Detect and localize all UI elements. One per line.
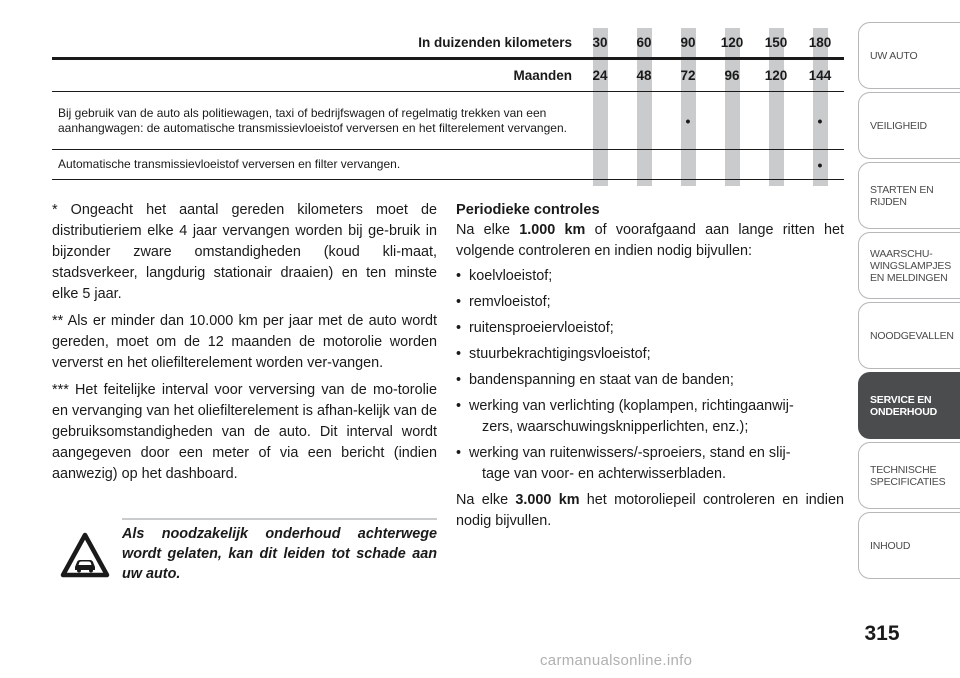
list-item-text: koelvloeistof; [469,268,553,284]
list-item [456,443,844,485]
maintenance-table [52,28,844,180]
row-mark [710,113,754,129]
row-mark [754,157,798,173]
row-mark: • [817,156,823,173]
list-item-text: ruitensproeiervloeistof; [469,320,614,336]
outro-distance: 3.000 km [515,492,580,508]
header-row-km [52,28,844,60]
row-mark [622,113,666,129]
tab-waarschu[interactable] [858,232,960,299]
tab-label: UW AUTO [870,49,918,62]
list-item [456,344,844,365]
header-month-value: 48 [636,68,652,83]
list-item [456,370,844,391]
tab-inhoud[interactable] [858,512,960,579]
check-list [456,266,844,485]
intro-pre: Na elke [456,222,520,238]
header-month-value: 120 [764,68,788,83]
list-item [456,318,844,339]
intro-distance: 1.000 km [519,222,586,238]
header-month-value: 96 [724,68,740,83]
tab-technische[interactable] [858,442,960,509]
outro-post: het motoroliepeil controleren en indien nodig bijvullen. [456,492,844,529]
list-item-text: stuurbekrachtigingsvloeistof; [469,346,651,362]
tab-label: STARTEN EN RIJDEN [870,183,934,208]
tab-label: VEILIGHEID [870,119,927,132]
periodic-checks [456,200,844,536]
header-km-values [578,35,844,50]
footnote-1: * Ongeacht het aantal gereden kilometers moet de distributieriem elke 4 jaar vervangen worden bij ge-bruik in bijzonder zware omstandigheden (koud kli-maat, stadsverkeer, langdurig stationair draaien) en ten minste elke 5 jaar. [52,202,437,302]
tab-starten-en[interactable] [858,162,960,229]
table-row [52,150,844,180]
section-title: Periodieke controles [456,202,600,218]
row-mark [754,113,798,129]
row-description: Automatische transmissievloeistof verversen en filter vervangen. [58,157,401,171]
outro-pre: Na elke [456,492,516,508]
footnote-2: ** Als er minder dan 10.000 km per jaar met de auto wordt gereden, moet om de 12 maanden de motorolie worden ververst en het oliefilterelement worden ver-vangen. [52,313,437,371]
watermark: carmanualsonline.info [540,652,693,669]
list-item-continuation: zers, waarschuwingsknipperlichten, enz.); [482,419,749,435]
tab-label: TECHNISCHE SPECIFICATIES [870,463,946,488]
warning-text: Als noodzakelijk onderhoud achterwege wordt gelaten, kan dit leiden tot schade aan uw auto. [122,526,437,582]
tab-service-en[interactable] [858,372,960,439]
header-km-value: 30 [592,35,608,50]
list-item-text: werking van verlichting (koplampen, richtingaanwij- [469,398,794,414]
row-marks [578,113,844,129]
tab-label: WAARSCHU- WINGSLAMPJES EN MELDINGEN [870,247,952,284]
list-item [456,396,844,438]
footnotes [52,200,437,491]
tab-uw-auto[interactable] [858,22,960,89]
tab-label: NOODGEVALLEN [870,329,954,342]
table-row [52,92,844,150]
list-item-continuation: tage van voor- en achterwisserbladen. [482,466,726,482]
header-month-value: 144 [808,68,832,83]
row-description: Bij gebruik van de auto als politiewagen, taxi of bedrijfswagen of regelmatig trekken van een aanhangwagen: de automatische transmissievloeistof verversen en het filterelement vervangen. [58,105,567,135]
list-item-text: remvloeistof; [469,294,551,310]
header-km-value: 90 [680,35,696,50]
header-month-value: 72 [680,68,696,83]
header-row-months [52,60,844,92]
list-item-text: bandenspanning en staat van de banden; [469,372,734,388]
row-mark: • [685,112,691,129]
tab-label: INHOUD [870,539,911,552]
tab-veiligheid[interactable] [858,92,960,159]
list-item-text: werking van ruitenwissers/-sproeiers, stand en slij- [469,445,791,461]
header-km-value: 180 [808,35,832,50]
header-km-value: 150 [764,35,788,50]
row-mark [710,157,754,173]
header-km-label: In duizenden kilometers [418,35,572,50]
header-month-value: 24 [592,68,608,83]
row-mark [622,157,666,173]
row-marks [578,157,844,173]
page-number: 315 [864,622,900,645]
row-mark: • [817,112,823,129]
intro-post: of voorafgaand aan lange ritten het volgende controleren en indien nodig bijvullen: [456,222,845,259]
intro-paragraph [456,220,844,262]
header-km-value: 60 [636,35,652,50]
warning-triangle-car-icon [60,532,110,583]
row-mark [666,157,710,173]
row-mark [578,113,622,129]
tab-noodgevallen[interactable] [858,302,960,369]
header-km-value: 120 [720,35,744,50]
tab-label: SERVICE EN ONDERHOUD [870,393,938,418]
warning-rule [122,518,437,520]
header-months-values [578,68,844,83]
list-item [456,292,844,313]
list-item [456,266,844,287]
header-months-label: Maanden [513,68,572,83]
row-mark [578,157,622,173]
outro-paragraph [456,490,844,532]
chapter-tabs [858,22,960,582]
footnote-3: *** Het feitelijke interval voor verversing van de mo-torolie en vervanging van het oliefilterelement is afhan-kelijk van de gebruiksomstandigheden van de auto. Dit interval wordt aangegeven door een meter of via een bericht (indien aanwezig) op het dashboard. [52,382,437,482]
